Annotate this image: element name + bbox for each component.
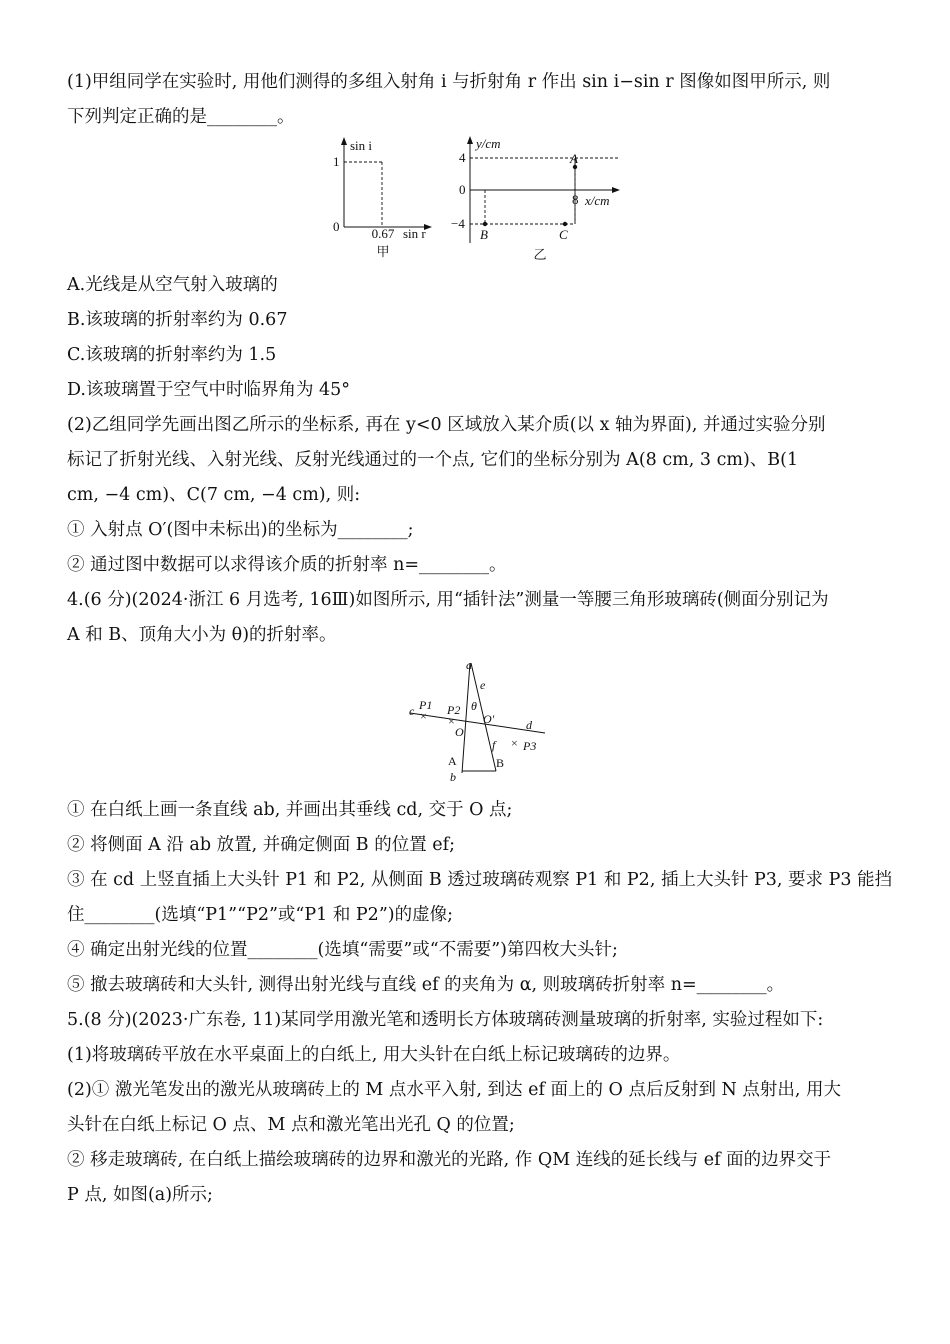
label-p2: P2 bbox=[447, 703, 461, 717]
q3-option-d: D.该玻璃置于空气中时临界角为 45° bbox=[67, 380, 351, 400]
q4-line2: A 和 B、顶角大小为 θ)的折射率。 bbox=[67, 625, 337, 645]
pin-p2-marker: × bbox=[448, 714, 455, 728]
jia-xlabel: sin r bbox=[403, 226, 426, 241]
label-side-a: A bbox=[448, 754, 457, 768]
q5-line4: 头针在白纸上标记 O 点、M 点和激光笔出光孔 Q 的位置; bbox=[67, 1115, 515, 1135]
label-f: f bbox=[492, 738, 496, 752]
label-o: O bbox=[455, 725, 464, 739]
yi-ylabel: y/cm bbox=[476, 136, 501, 151]
label-side-b: B bbox=[496, 756, 505, 770]
jia-origin: 0 bbox=[333, 219, 340, 234]
q3-part1-line2: 下列判定正确的是________。 bbox=[67, 107, 295, 127]
q3-part2-line1: (2)乙组同学先画出图乙所示的坐标系, 再在 y<0 区域放入某介质(以 x 轴为界面), 并通过实验分别 bbox=[67, 415, 826, 435]
label-theta: θ bbox=[471, 699, 477, 713]
q3-part2-sub2: ② 通过图中数据可以求得该介质的折射率 n=________。 bbox=[67, 555, 507, 575]
q3-part2-sub1: ① 入射点 O′(图中未标出)的坐标为________; bbox=[67, 520, 414, 540]
label-c: c bbox=[409, 704, 415, 718]
label-b: b bbox=[450, 770, 456, 784]
q4-step-4: ④ 确定出射光线的位置________(选填“需要”或“不需要”)第四枚大头针; bbox=[67, 940, 618, 960]
q3-part2-line3: cm, −4 cm)、C(7 cm, −4 cm), 则: bbox=[67, 485, 361, 505]
q5-line3: (2)① 激光笔发出的激光从玻璃砖上的 M 点水平入射, 到达 ef 面上的 O 点后反射到 N 点射出, 用大 bbox=[67, 1080, 842, 1100]
q3-option-c: C.该玻璃的折射率约为 1.5 bbox=[67, 345, 277, 365]
yi-point-b: B bbox=[480, 227, 488, 242]
yi-x8: 8 bbox=[572, 192, 579, 207]
q5-line2: (1)将玻璃砖平放在水平桌面上的白纸上, 用大头针在白纸上标记玻璃砖的边界。 bbox=[67, 1045, 681, 1065]
yi-yneg4: −4 bbox=[451, 216, 465, 231]
q3-option-b: B.该玻璃的折射率约为 0.67 bbox=[67, 310, 288, 330]
yi-xlabel: x/cm bbox=[585, 193, 610, 208]
q3-part1-line1: (1)甲组同学在实验时, 用他们测得的多组入射角 i 与折射角 r 作出 sin i−sin r 图像如图甲所示, 则 bbox=[67, 72, 831, 92]
q3-option-a: A.光线是从空气射入玻璃的 bbox=[67, 275, 278, 295]
q4-step-3-cont: 住________(选填“P1”“P2”或“P1 和 P2”)的虚像; bbox=[67, 905, 453, 925]
jia-y1: 1 bbox=[333, 154, 340, 169]
q4-step-2: ② 将侧面 A 沿 ab 放置, 并确定侧面 B 的位置 ef; bbox=[67, 835, 455, 855]
yi-point-a: A bbox=[570, 151, 578, 166]
figure-jia bbox=[320, 135, 440, 260]
jia-xtick: 0.67 bbox=[371, 226, 395, 241]
q4-step-1: ① 在白纸上画一条直线 ab, 并画出其垂线 cd, 交于 O 点; bbox=[67, 800, 513, 820]
label-e: e bbox=[480, 678, 486, 692]
jia-caption: 甲 bbox=[376, 244, 390, 259]
q4-step-5: ⑤ 撤去玻璃砖和大头针, 测得出射光线与直线 ef 的夹角为 α, 则玻璃砖折射率 n=________。 bbox=[67, 975, 785, 995]
q4-step-3: ③ 在 cd 上竖直插上大头针 P1 和 P2, 从侧面 B 透过玻璃砖观察 P1 和 P2, 插上大头针 P3, 要求 P3 能挡 bbox=[67, 870, 893, 890]
label-d: d bbox=[526, 718, 532, 732]
jia-ylabel: sin i bbox=[350, 138, 373, 153]
q4-line1: 4.(6 分)(2024·浙江 6 月选考, 16Ⅲ)如图所示, 用“插针法”测量一等腰三角形玻璃砖(侧面分别记为 bbox=[67, 590, 829, 610]
label-p1: P1 bbox=[419, 698, 433, 712]
figure-yi bbox=[445, 135, 625, 263]
yi-y4: 4 bbox=[459, 150, 466, 165]
yi-y0: 0 bbox=[459, 182, 466, 197]
q5-line6: P 点, 如图(a)所示; bbox=[67, 1185, 213, 1205]
pin-p3-marker: × bbox=[511, 736, 518, 750]
yi-point-c: C bbox=[559, 227, 568, 242]
figure-q4-prism bbox=[400, 655, 550, 787]
q3-part2-line2: 标记了折射光线、入射光线、反射光线通过的一个点, 它们的坐标分别为 A(8 cm, 3 cm)、B(1 bbox=[67, 450, 799, 470]
q5-line5: ② 移走玻璃砖, 在白纸上描绘玻璃砖的边界和激光的光路, 作 QM 连线的延长线与 ef 面的边界交于 bbox=[67, 1150, 832, 1170]
label-o-prime: O′ bbox=[483, 712, 495, 726]
label-a: a bbox=[466, 658, 472, 672]
q5-line1: 5.(8 分)(2023·广东卷, 11)某同学用激光笔和透明长方体玻璃砖测量玻璃的折射率, 实验过程如下: bbox=[67, 1010, 824, 1030]
label-p3: P3 bbox=[523, 739, 537, 753]
pin-p1-marker: × bbox=[420, 709, 427, 723]
yi-caption: 乙 bbox=[533, 247, 547, 262]
